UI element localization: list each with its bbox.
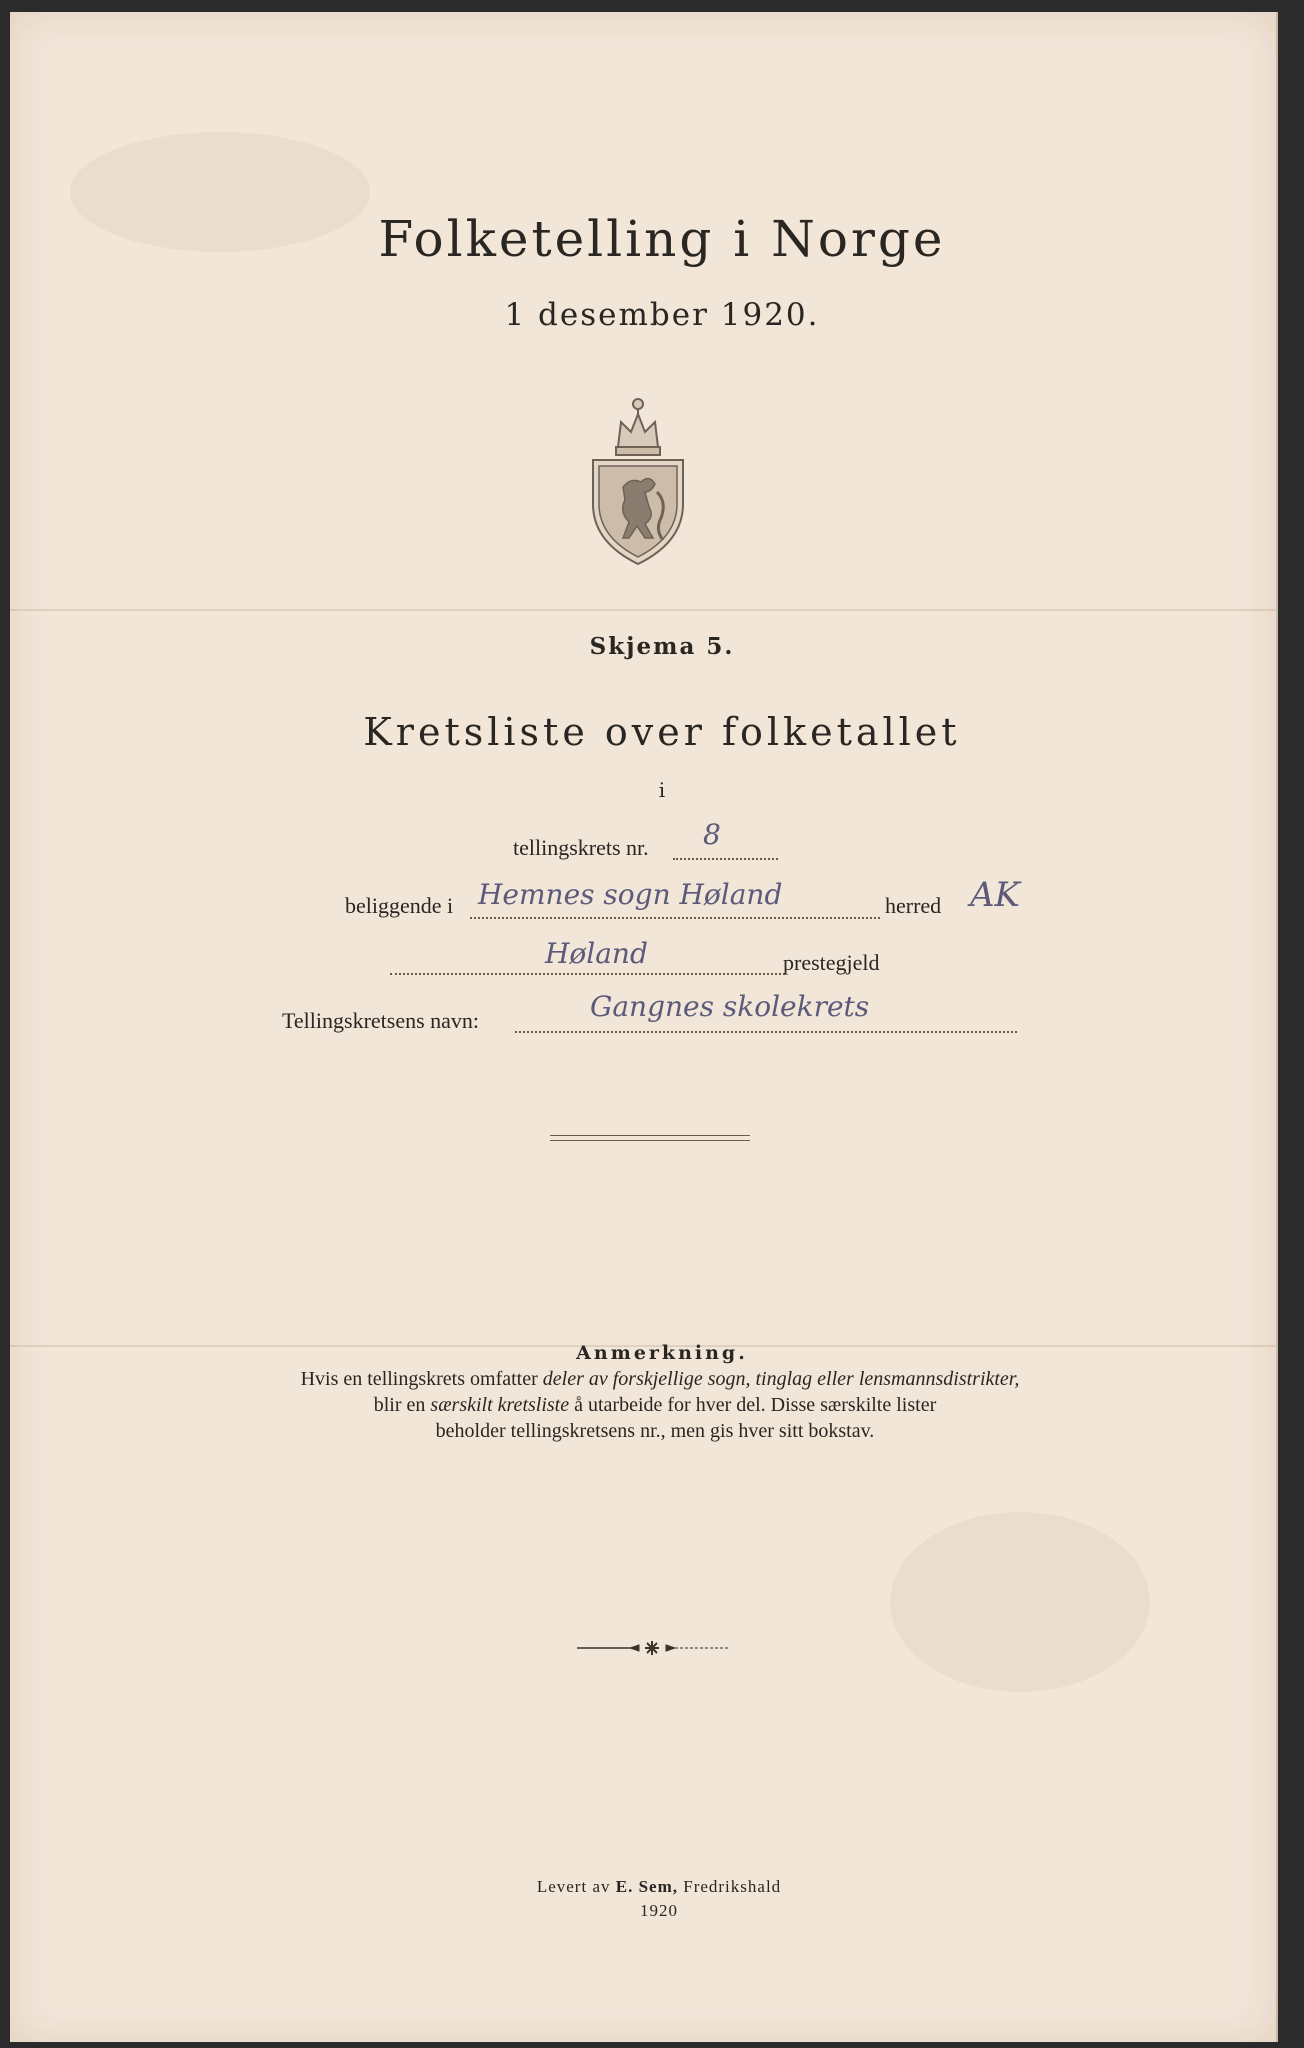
remark-line-2	[0, 1392, 1304, 1418]
district-number-line	[673, 858, 778, 860]
district-number-label: tellingskrets nr.	[513, 835, 649, 860]
fold-line	[10, 609, 1276, 611]
herred-note: AK	[970, 875, 1020, 915]
district-name-line	[515, 1031, 1017, 1033]
remark-line-2-text-end: å utarbeide for hver del. Disse særskilte lister	[569, 1394, 937, 1416]
divider-rule	[550, 1140, 750, 1141]
remark-line-3: beholder tellingskretsens nr., men gis hver sitt bokstav.	[435, 1420, 875, 1442]
heading-preposition: i	[658, 778, 666, 802]
divider-rule	[550, 1135, 750, 1136]
prestegjeld-line	[390, 973, 785, 975]
printer-text: Levert av	[536, 1877, 616, 1896]
remark-title: Anmerkning.	[576, 1342, 748, 1364]
district-number-value: 8	[703, 818, 721, 851]
herred-label: herred	[885, 893, 942, 918]
located-in-value: Hemnes sogn Høland	[478, 878, 783, 911]
remark-line-2-text: blir en	[373, 1394, 431, 1416]
district-name-label: Tellingskretsens navn:	[282, 1008, 480, 1033]
form-heading: Kretsliste over folketallet	[363, 710, 961, 754]
printer-location: Fredrikshald	[677, 1877, 782, 1896]
prestegjeld-value: Høland	[545, 937, 648, 970]
ornamental-divider-icon	[575, 1638, 730, 1658]
paper-stain	[890, 1512, 1150, 1692]
page-title: Folketelling i Norge	[378, 210, 946, 268]
remark-line-1-text: Hvis en tellingskrets omfatter	[300, 1368, 543, 1390]
census-date: 1 desember 1920.	[504, 297, 820, 333]
remark-line-1-emphasis: deler av forskjellige sogn, tinglag eller lensmannsdistrikter,	[542, 1368, 1020, 1390]
print-year: 1920	[640, 1901, 678, 1920]
norwegian-coat-of-arms-icon	[583, 392, 693, 567]
district-name-value: Gangnes skolekrets	[590, 990, 870, 1023]
printer-line	[0, 1875, 1304, 1899]
located-in-label: beliggende i	[345, 893, 454, 918]
remark-line-2-emphasis: særskilt kretsliste	[430, 1394, 570, 1416]
printer-name: E. Sem,	[615, 1877, 678, 1896]
prestegjeld-label: prestegjeld	[783, 950, 880, 975]
remark-line-1	[0, 1366, 1304, 1392]
schema-label: Skjema 5.	[589, 633, 735, 660]
located-in-line	[470, 917, 880, 919]
